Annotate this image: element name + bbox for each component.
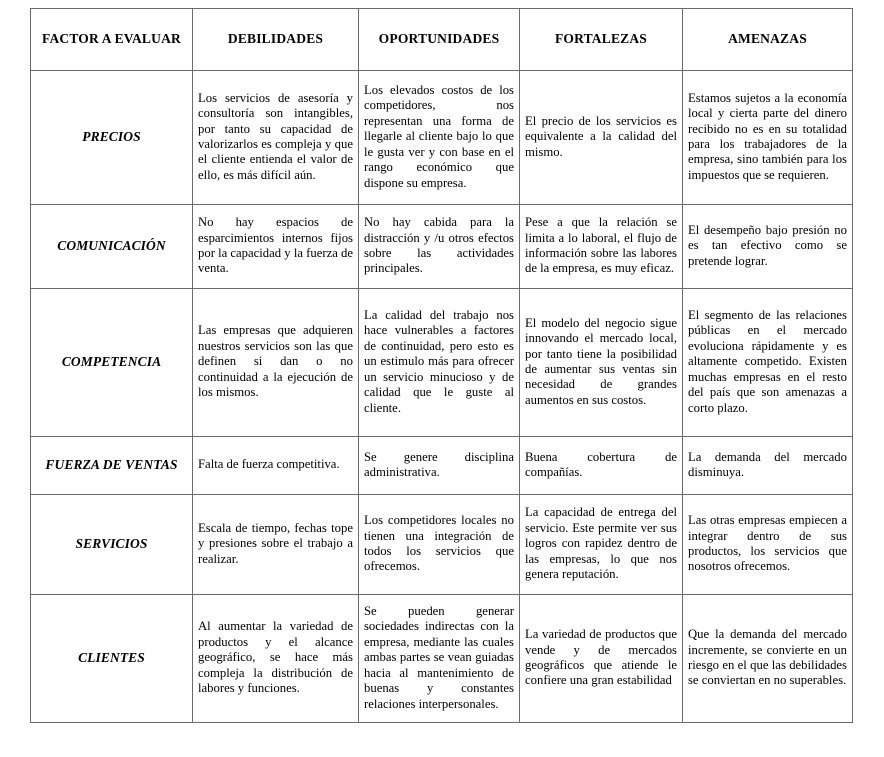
cell-fortalezas: Buena cobertura de compañías. [520,437,683,495]
table-body [31,71,853,723]
table-row [31,495,853,595]
cell-amenazas: Que la demanda del mercado incremente, se convierte en un riesgo en el que las debilidades se conviertan en no superables. [683,595,853,723]
cell-oportunidades: Los elevados costos de los competidores, nos representan una forma de llegarle al cliente bajo lo que le gusta ver y con base en el rango económico que dispone su empresa. [359,71,520,205]
cell-amenazas: El desempeño bajo presión no es tan efectivo como se pretende lograr. [683,205,853,289]
column-header-debilidades: DEBILIDADES [193,9,359,71]
cell-oportunidades: La calidad del trabajo nos hace vulnerables a factores de continuidad, pero esto es un estimulo más para ofrecer un servicio minucioso y de calidad que le guste al cliente. [359,289,520,437]
swot-analysis-table [30,8,853,723]
column-header-fortalezas: FORTALEZAS [520,9,683,71]
cell-amenazas: Las otras empresas empiecen a integrar dentro de sus productos, los servicios que nosotros ofrecemos. [683,495,853,595]
cell-oportunidades: Se genere disciplina administrativa. [359,437,520,495]
cell-debilidades: Los servicios de asesoría y consultoría son intangibles, por tanto su capacidad de valorizarlos es compleja y que el cliente entienda el valor de ello, es más difícil aún. [193,71,359,205]
column-header-oportunidades: OPORTUNIDADES [359,9,520,71]
cell-oportunidades: Los competidores locales no tienen una integración de todos los servicios que ofrecemos. [359,495,520,595]
table-row [31,437,853,495]
row-factor-label: FUERZA DE VENTAS [31,437,193,495]
cell-debilidades: Las empresas que adquieren nuestros servicios son las que definen si dan o no continuidad a la ejecución de los mismos. [193,289,359,437]
cell-oportunidades: Se pueden generar sociedades indirectas con la empresa, mediante las cuales ambas partes se vean guiadas hacia al mantenimiento de buenas y constantes relaciones interpersonales. [359,595,520,723]
table-row [31,289,853,437]
row-factor-label: COMPETENCIA [31,289,193,437]
row-factor-label: CLIENTES [31,595,193,723]
cell-amenazas: El segmento de las relaciones públicas en el mercado evoluciona rápidamente y es altamente competido. Existen muchas empresas en el resto del país que son amenazas a corto plazo. [683,289,853,437]
column-header-amenazas: AMENAZAS [683,9,853,71]
cell-fortalezas: La variedad de productos que vende y de mercados geográficos que atiende le confiere una gran estabilidad [520,595,683,723]
table-row [31,595,853,723]
column-header-factor: FACTOR A EVALUAR [31,9,193,71]
cell-fortalezas: El precio de los servicios es equivalente a la calidad del mismo. [520,71,683,205]
cell-debilidades: Falta de fuerza competitiva. [193,437,359,495]
cell-fortalezas: Pese a que la relación se limita a lo laboral, el flujo de información sobre las labores de la empresa, es muy eficaz. [520,205,683,289]
cell-oportunidades: No hay cabida para la distracción y /u otros efectos sobre las actividades principales. [359,205,520,289]
table-row [31,205,853,289]
cell-amenazas: La demanda del mercado disminuya. [683,437,853,495]
row-factor-label: SERVICIOS [31,495,193,595]
table-row [31,71,853,205]
row-factor-label: PRECIOS [31,71,193,205]
cell-amenazas: Estamos sujetos a la economía local y cierta parte del dinero recibido no es en su totalidad para los trabajadores de la empresa, sino también para los impuestos que se requieren. [683,71,853,205]
cell-debilidades: Escala de tiempo, fechas tope y presiones sobre el trabajo a realizar. [193,495,359,595]
table-header [31,9,853,71]
cell-debilidades: Al aumentar la variedad de productos y el alcance geográfico, se hace más compleja la distribución de labores y funciones. [193,595,359,723]
cell-debilidades: No hay espacios de esparcimientos internos fijos por la capacidad y la fuerza de venta. [193,205,359,289]
header-row [31,9,853,71]
row-factor-label: COMUNICACIÓN [31,205,193,289]
cell-fortalezas: El modelo del negocio sigue innovando el mercado local, por tanto tiene la posibilidad de aumentar sus ventas sin necesidad de grandes aumentos en sus costos. [520,289,683,437]
cell-fortalezas: La capacidad de entrega del servicio. Este permite ver sus logros con rapidez dentro de las empresas, lo que nos genera reputación. [520,495,683,595]
